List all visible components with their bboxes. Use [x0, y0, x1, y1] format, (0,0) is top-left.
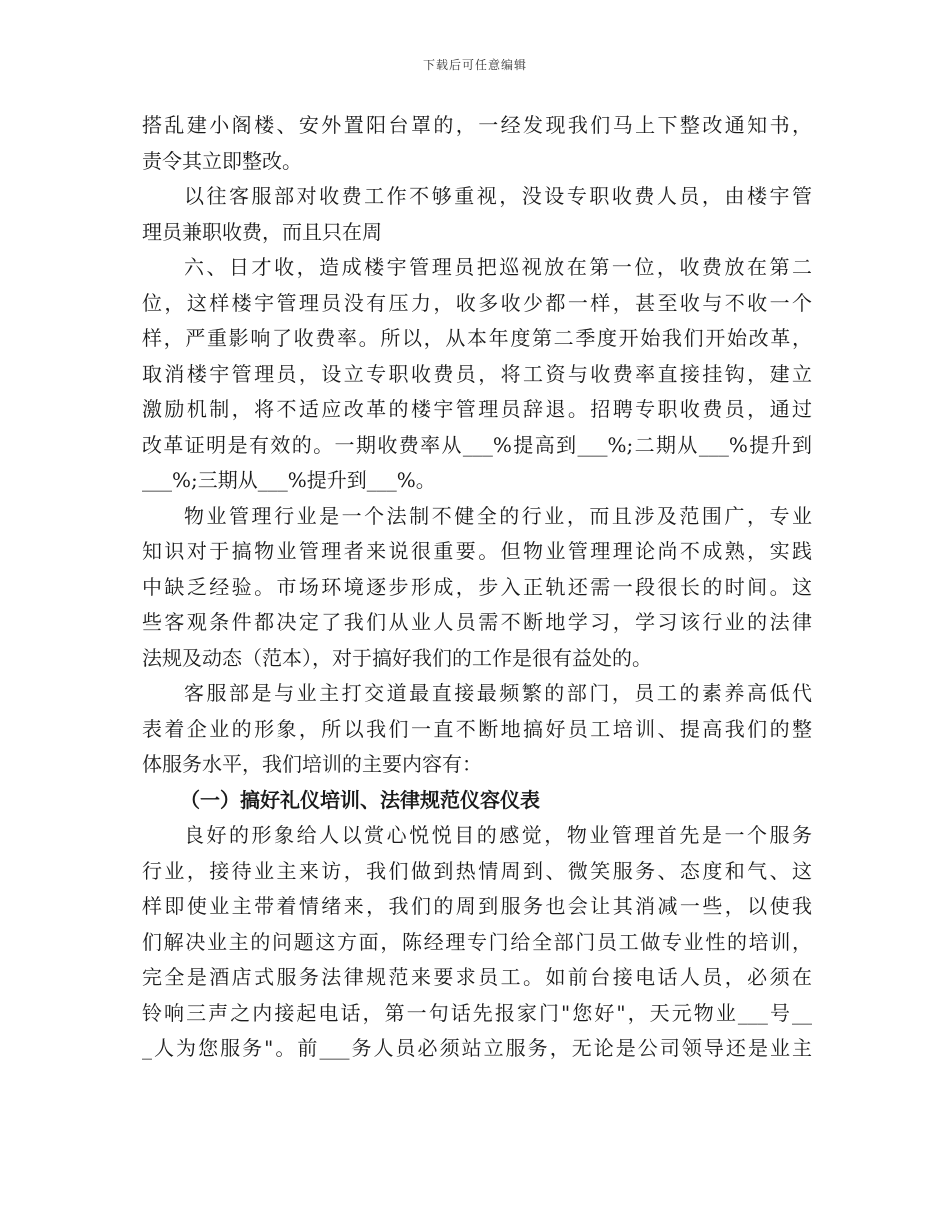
text-line: 中缺乏经验。市场环境逐步形成，步入正轨还需一段很长的时间。这	[142, 574, 812, 599]
section-heading: （一）搞好礼仪培训、法律规范仪容仪表	[180, 787, 540, 812]
paragraph-start-line: 客服部是与业主打交道最直接最频繁的部门，员工的素养高低代	[184, 681, 812, 705]
text-line: 们解决业主的问题这方面，陈经理专门给全部门员工做专业性的培训，	[142, 929, 812, 954]
paragraph-start-line: 六、日才收，造成楼宇管理员把巡视放在第一位，收费放在第二	[184, 255, 812, 279]
text-line: 改革证明是有效的。一期收费率从___%提高到___%;二期从___%提升到	[142, 432, 812, 457]
paragraph-start-line: 物业管理行业是一个法制不健全的行业，而且涉及范围广，专业	[184, 503, 812, 528]
text-line: 体服务水平，我们培训的主要内容有：	[142, 752, 482, 776]
text-line: 位，这样楼宇管理员没有压力，收多收少都一样，甚至收与不收一个	[142, 290, 812, 315]
paragraph-start-line: 以往客服部对收费工作不够重视，没设专职收费人员，由楼宇管	[184, 184, 812, 208]
text-line: _人为您服务"。前___务人员必须站立服务，无论是公司领导还是业主	[142, 1036, 812, 1060]
text-line: 完全是酒店式服务法律规范来要求员工。如前台接电话人员，必须在	[142, 965, 812, 989]
text-line: 理员兼职收费，而且只在周	[142, 219, 382, 244]
page-header: 下载后可任意编辑	[422, 58, 527, 72]
text-line: 铃响三声之内接起电话，第一句话先报家门"您好"，天元物业___号__	[142, 1000, 812, 1025]
text-line: 些客观条件都决定了我们从业人员需不断地学习，学习该行业的法律	[142, 610, 812, 634]
text-line: 样即使业主带着情绪来，我们的周到服务也会让其消减一些，以使我	[142, 894, 812, 918]
paragraph-start-line: 良好的形象给人以赏心悦悦目的感觉，物业管理首先是一个服务	[184, 823, 812, 847]
text-line: 搭乱建小阁楼、安外置阳台罩的，一经发现我们马上下整改通知书，	[142, 113, 812, 137]
text-line: ___%;三期从___%提升到___%。	[142, 468, 436, 492]
text-line: 法规及动态（范本），对于搞好我们的工作是很有益处的。	[142, 645, 652, 670]
text-line: 激励机制，将不适应改革的楼宇管理员辞退。招聘专职收费员，通过	[142, 397, 812, 421]
text-line: 取消楼宇管理员，设立专职收费员，将工资与收费率直接挂钩，建立	[142, 361, 812, 386]
text-line: 表着企业的形象，所以我们一直不断地搞好员工培训、提高我们的整	[142, 716, 812, 741]
text-line: 知识对于搞物业管理者来说很重要。但物业管理理论尚不成熟，实践	[142, 539, 812, 563]
text-line: 样，严重影响了收费率。所以，从本年度第二季度开始我们开始改革，	[142, 326, 812, 350]
text-line: 行业，接待业主来访，我们做到热情周到、微笑服务、态度和气、这	[142, 858, 812, 883]
text-line: 责令其立即整改。	[142, 148, 302, 173]
document-body	[142, 108, 812, 1067]
